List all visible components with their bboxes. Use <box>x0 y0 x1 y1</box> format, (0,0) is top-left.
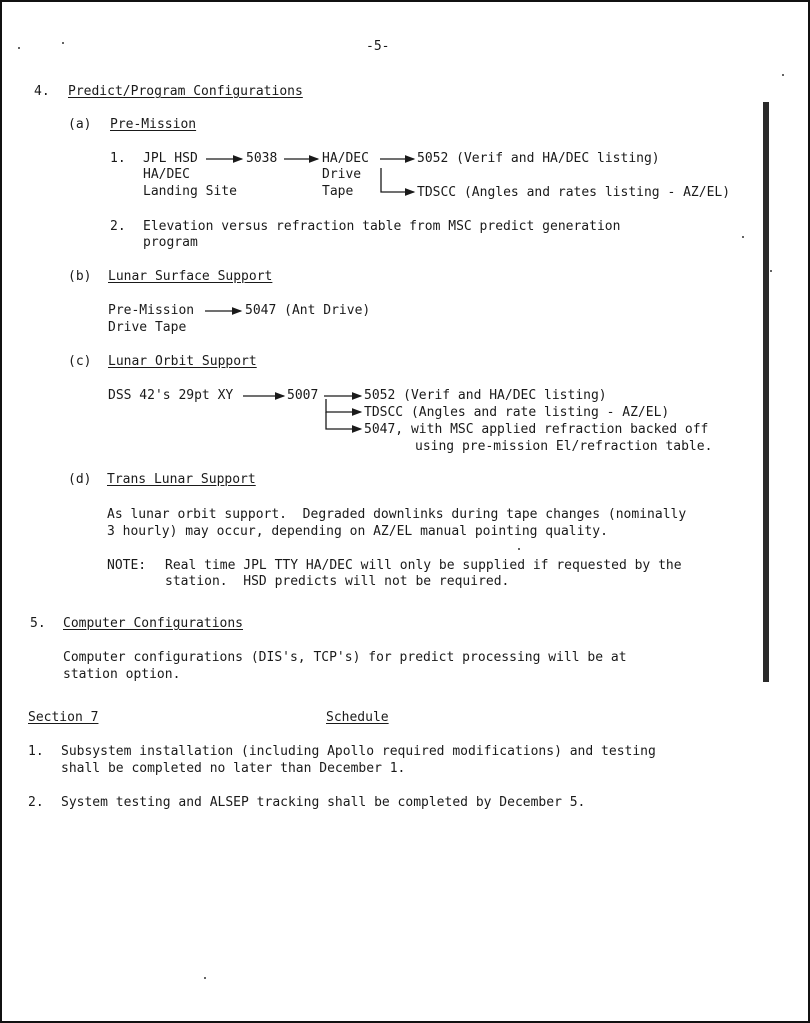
schedule-item1-line2: shall be completed no later than December 1. <box>61 761 406 776</box>
section-5-line1: Computer configurations (DIS's, TCP's) for predict processing will be at <box>63 650 627 665</box>
b-source-line2: Drive Tape <box>108 320 187 335</box>
d-note-line2: station. HSD predicts will not be required. <box>165 574 510 589</box>
d-note-line1: Real time JPL TTY HA/DEC will only be supplied if requested by the <box>165 558 682 573</box>
schedule-item1-line1: Subsystem installation (including Apollo required modifications) and testing <box>61 744 656 759</box>
c-output-5052: 5052 (Verif and HA/DEC listing) <box>364 388 607 403</box>
subsection-d-heading: Trans Lunar Support <box>107 472 256 487</box>
c-source: DSS 42's 29pt XY <box>108 388 234 403</box>
c-output-5047-line1: 5047, with MSC applied refraction backed off <box>364 422 709 437</box>
a1-node-5038: 5038 <box>246 151 278 166</box>
d-paragraph-line2: 3 hourly) may occur, depending on AZ/EL manual pointing quality. <box>107 524 608 539</box>
arrow-hadec-to-tdscc <box>381 168 414 192</box>
schedule-item2-line1: System testing and ALSEP tracking shall be completed by December 5. <box>61 795 586 810</box>
subsection-b-label: (b) <box>68 269 92 284</box>
section-5-heading: Computer Configurations <box>63 616 244 631</box>
section-5-number: 5. <box>30 616 46 631</box>
schedule-item2-number: 2. <box>28 795 44 810</box>
a1-source-line2: HA/DEC <box>143 167 190 182</box>
subsection-c-heading: Lunar Orbit Support <box>108 354 257 369</box>
section-4-heading: Predict/Program Configurations <box>68 84 303 99</box>
c-node-5007: 5007 <box>287 388 319 403</box>
c-output-tdscc: TDSCC (Angles and rate listing - AZ/EL) <box>364 405 670 420</box>
a1-node2-line3: Tape <box>322 184 354 199</box>
subsection-a-heading: Pre-Mission <box>110 117 197 132</box>
section-4-number: 4. <box>34 84 50 99</box>
a1-source-line1: JPL HSD <box>143 151 198 166</box>
a2-line2: program <box>143 235 198 250</box>
page-number: -5- <box>366 39 390 54</box>
a1-node2-line1: HA/DEC <box>322 151 369 166</box>
subsection-b-heading: Lunar Surface Support <box>108 269 273 284</box>
c-output-5047-line2: using pre-mission El/refraction table. <box>415 439 713 454</box>
schedule-item1-number: 1. <box>28 744 44 759</box>
section-5-line2: station option. <box>63 667 181 682</box>
subsection-c-label: (c) <box>68 354 92 369</box>
d-note-label: NOTE: <box>107 558 147 573</box>
b-source-line1: Pre-Mission <box>108 303 195 318</box>
item-a2-number: 2. <box>110 219 126 234</box>
a1-output-5052: 5052 (Verif and HA/DEC listing) <box>417 151 660 166</box>
b-output-5047: 5047 (Ant Drive) <box>245 303 371 318</box>
d-paragraph-line1: As lunar orbit support. Degraded downlinks during tape changes (nominally <box>107 507 687 522</box>
subsection-d-label: (d) <box>68 472 92 487</box>
a1-node2-line2: Drive <box>322 167 362 182</box>
a2-line1: Elevation versus refraction table from MSC predict generation <box>143 219 621 234</box>
item-a1-number: 1. <box>110 151 126 166</box>
a1-output-tdscc: TDSCC (Angles and rates listing - AZ/EL) <box>417 185 731 200</box>
schedule-heading: Schedule <box>326 710 389 725</box>
subsection-a-label: (a) <box>68 117 92 132</box>
arrow-5007-to-5047 <box>326 412 361 429</box>
a1-source-line3: Landing Site <box>143 184 237 199</box>
arrow-5007-to-tdscc <box>326 399 361 412</box>
section-7-heading: Section 7 <box>28 710 99 725</box>
